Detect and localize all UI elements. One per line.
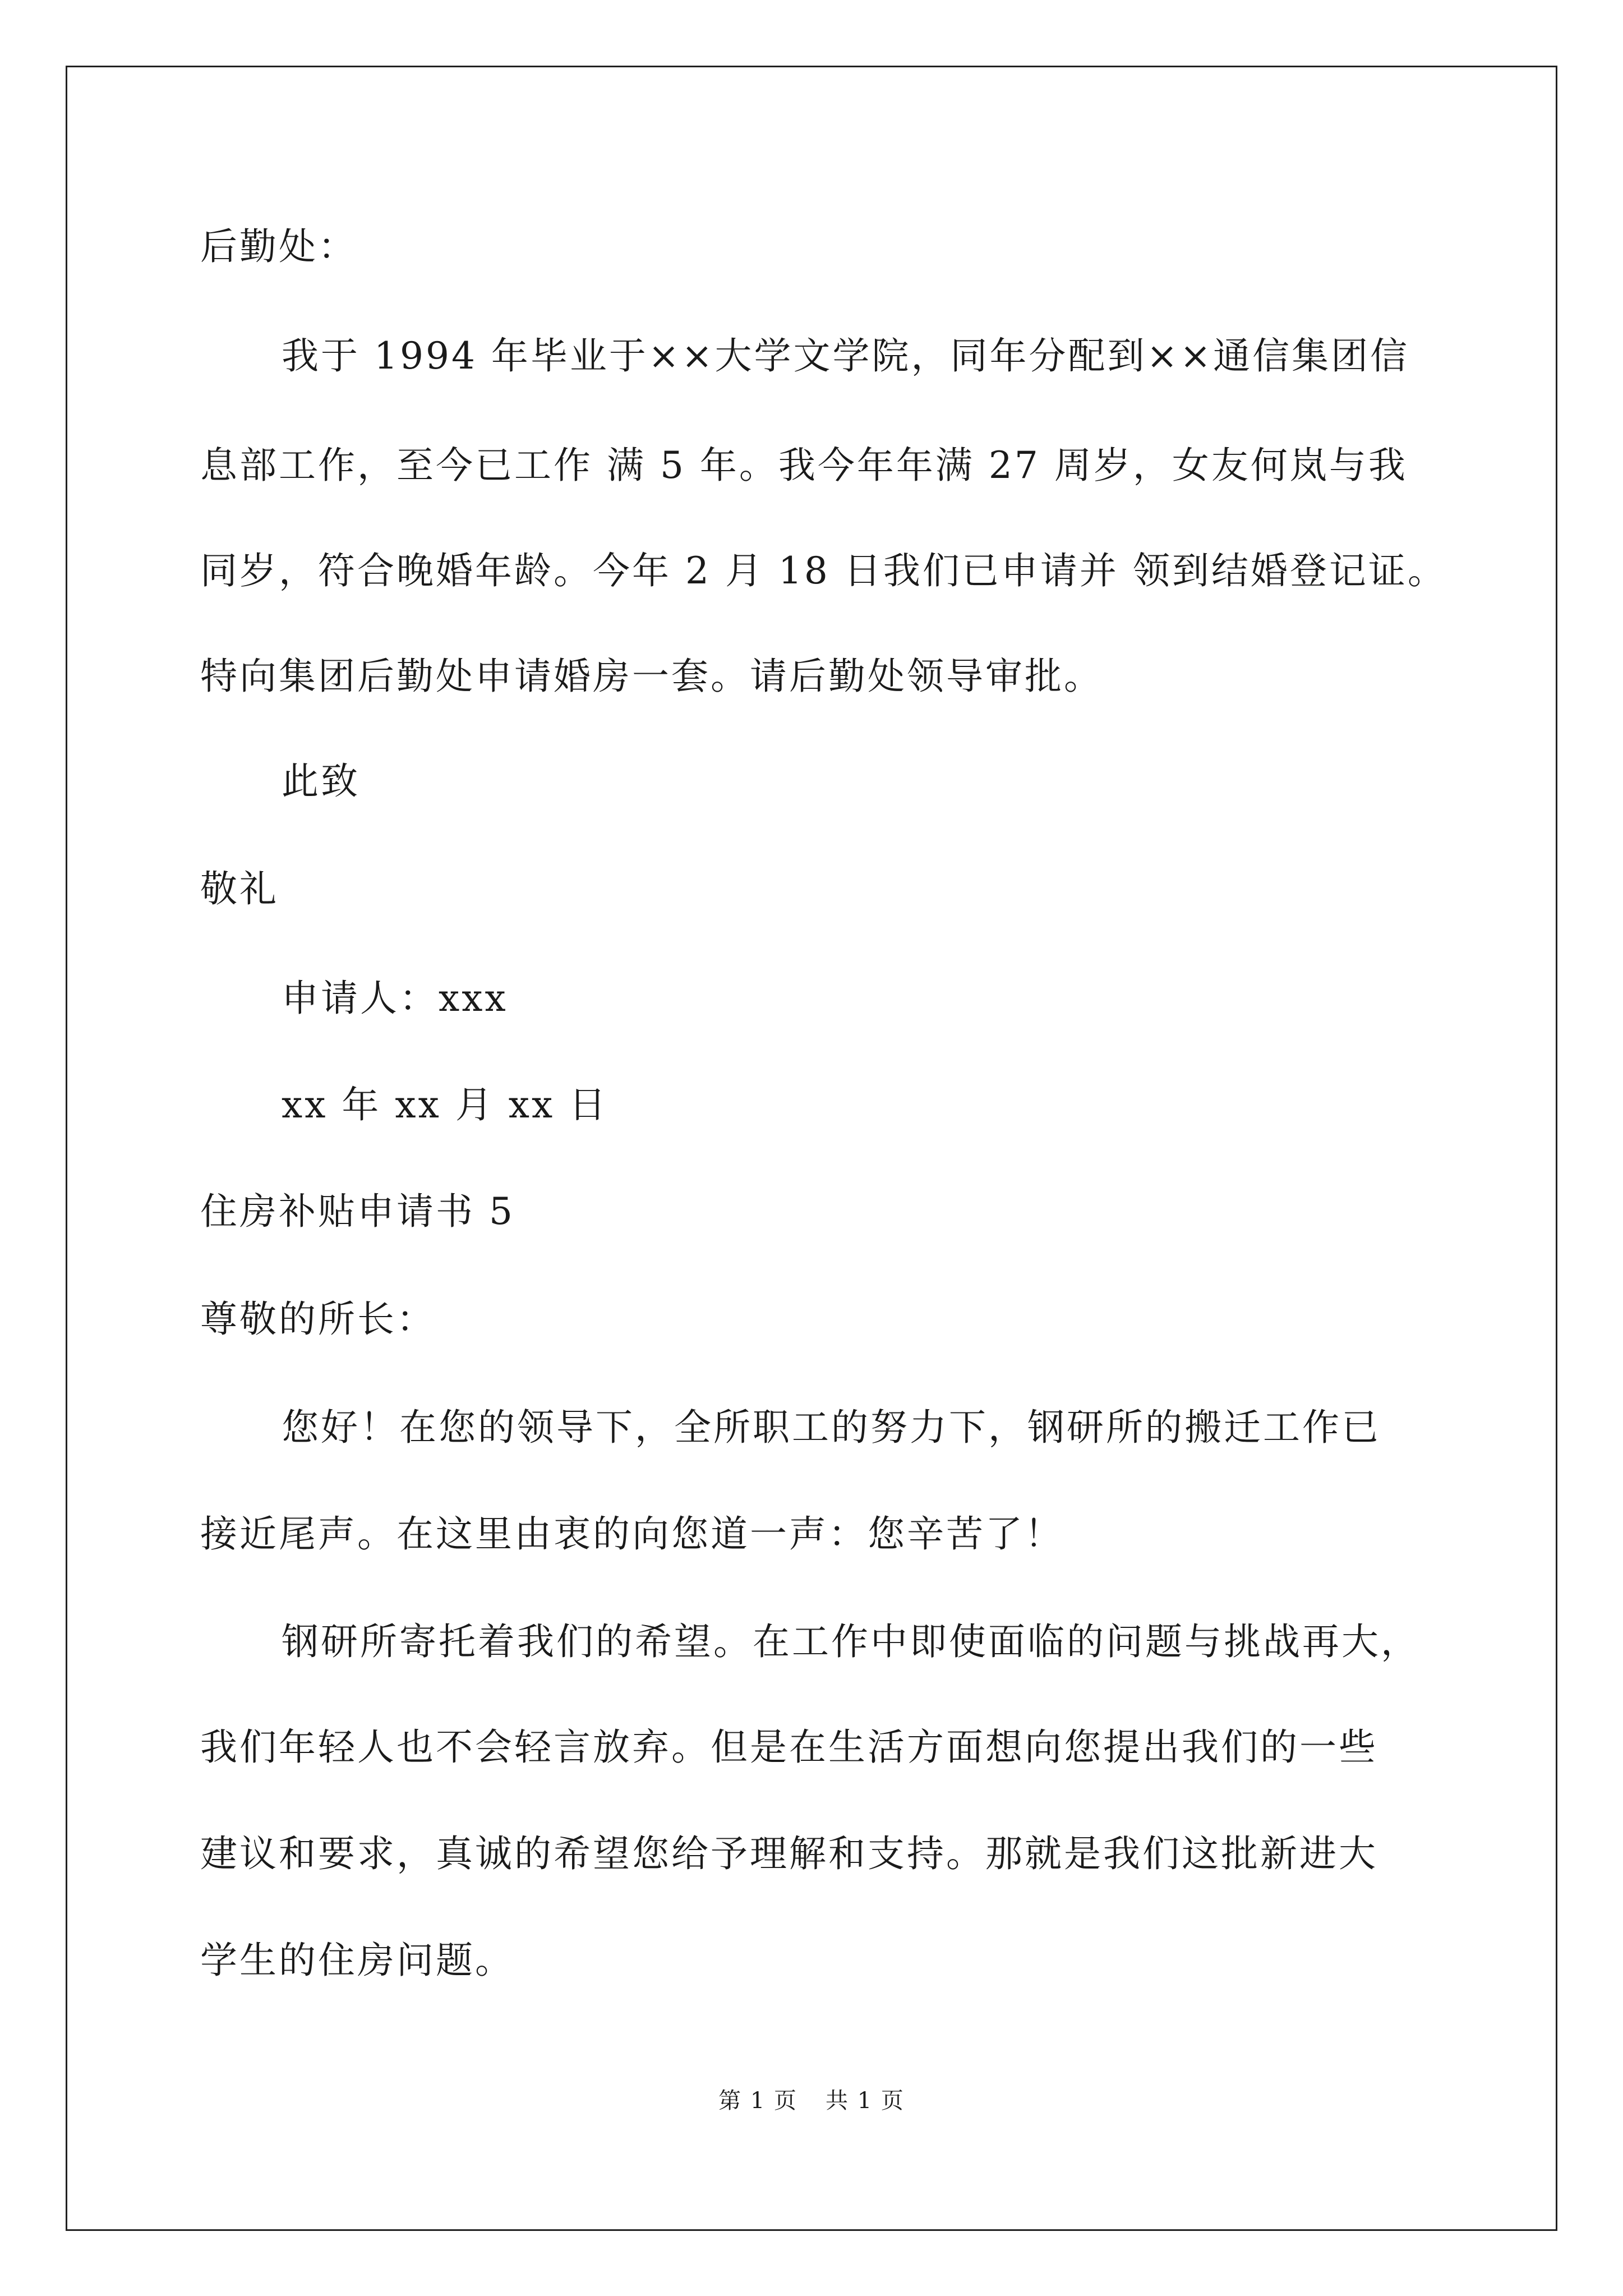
body-line-9: 建议和要求，真诚的希望您给予理解和支持。那就是我们这批新进大 <box>200 1832 1378 1875</box>
closing-cizhi: 此致 <box>282 760 360 803</box>
section-title: 住房补贴申请书 5 <box>200 1190 515 1233</box>
salutation-director: 尊敬的所长： <box>200 1297 436 1341</box>
body-line-4: 特向集团后勤处申请婚房一套。请后勤处领导审批。 <box>200 655 1103 698</box>
body-line-8: 我们年轻人也不会轻言放弃。但是在生活方面想向您提出我们的一些 <box>200 1726 1378 1769</box>
closing-jingli: 敬礼 <box>200 867 279 910</box>
body-line-3: 同岁，符合晚婚年龄。今年 2 月 18 日我们已申请并 领到结婚登记证。 <box>200 549 1447 592</box>
signature-date: xx 年 xx 月 xx 日 <box>282 1083 608 1126</box>
salutation-logistics: 后勤处： <box>200 225 357 268</box>
body-line-1: 我于 1994 年毕业于××大学文学院，同年分配到××通信集团信 <box>282 334 1410 378</box>
body-line-7: 钢研所寄托着我们的希望。在工作中即使面临的问题与挑战再大， <box>282 1620 1420 1663</box>
page-number: 第 1 页 <box>718 2088 797 2114</box>
page-border <box>66 66 1557 2231</box>
body-line-5: 您好！在您的领导下，全所职工的努力下，钢研所的搬迁工作已 <box>282 1406 1381 1449</box>
page-footer <box>0 2087 1623 2115</box>
body-line-2: 息部工作，至今已工作 满 5 年。我今年年满 27 周岁，女友何岚与我 <box>200 444 1408 487</box>
applicant-signature: 申请人：xxx <box>282 977 508 1020</box>
body-line-10: 学生的住房问题。 <box>200 1939 514 1982</box>
page-total: 共 1 页 <box>826 2088 905 2114</box>
body-line-6: 接近尾声。在这里由衷的向您道一声：您辛苦了！ <box>200 1512 1064 1556</box>
